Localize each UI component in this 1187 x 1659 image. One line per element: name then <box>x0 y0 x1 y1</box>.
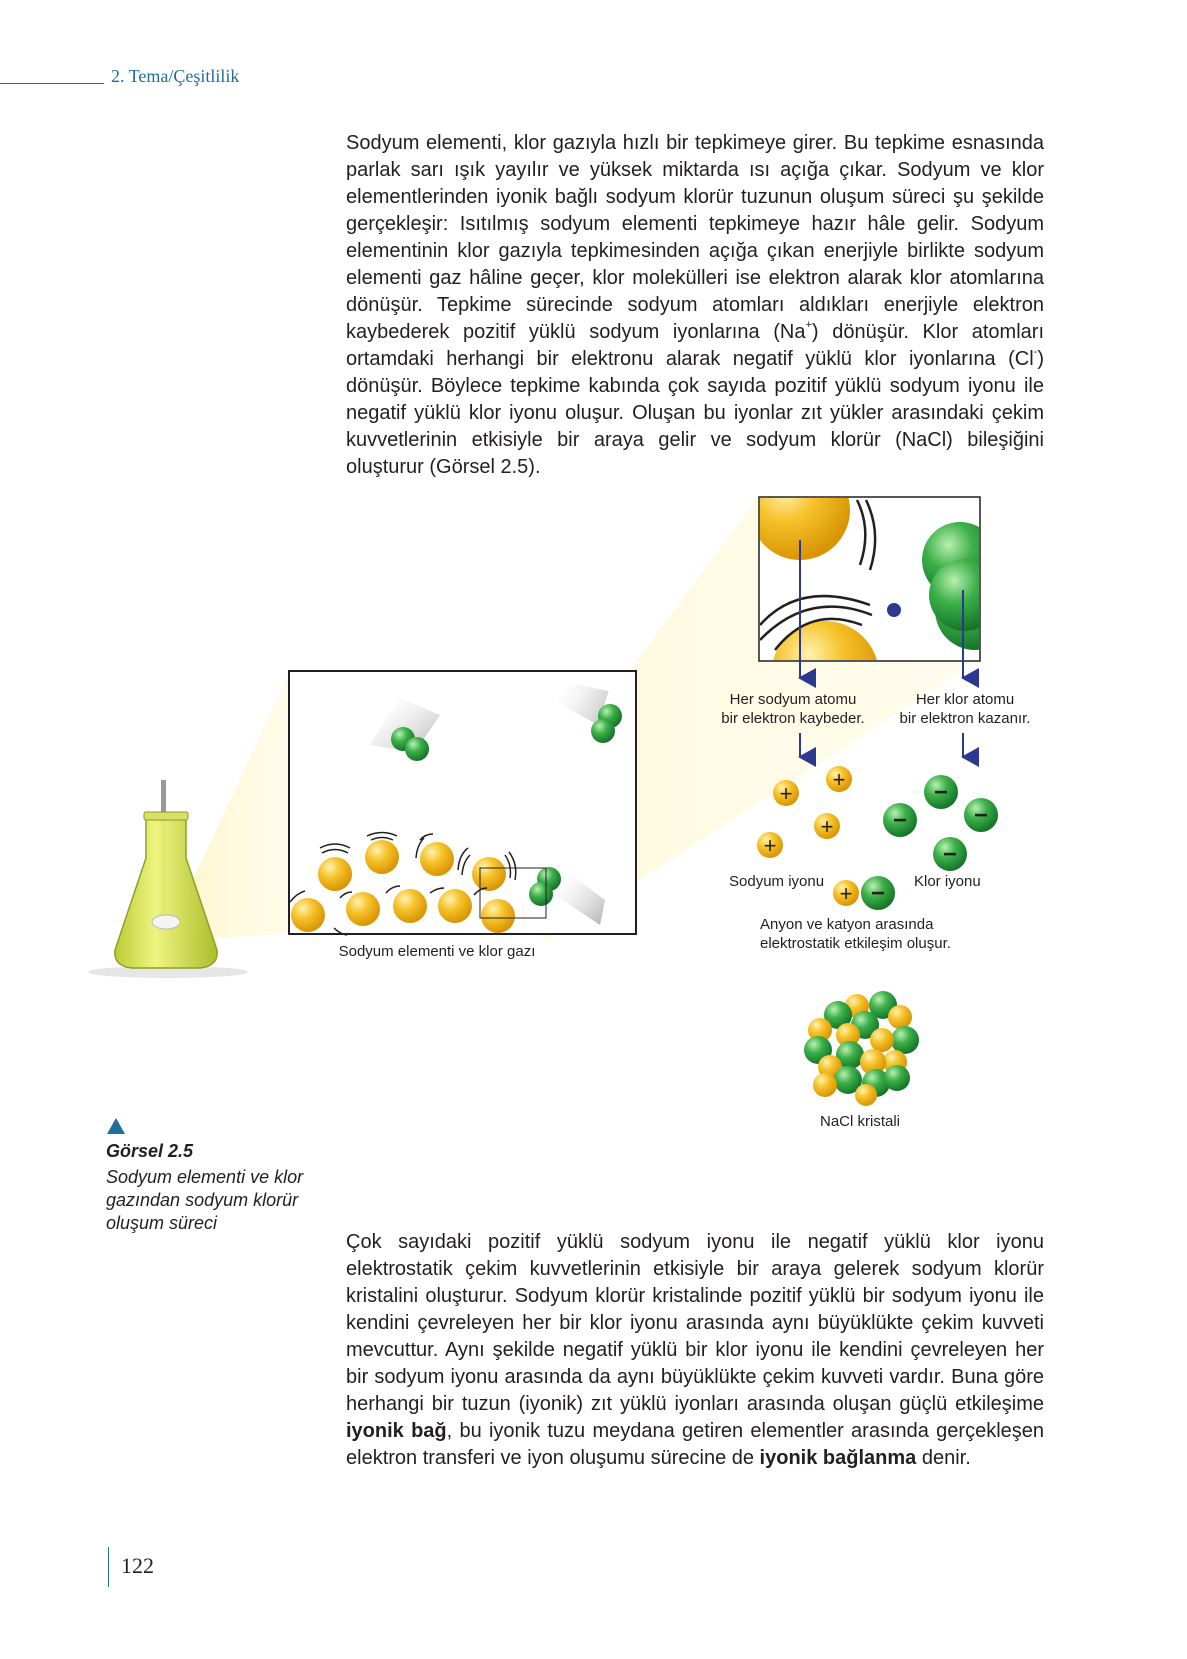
sodium-atom-label-1: Her sodyum atomu <box>729 691 857 708</box>
chlorine-ion-label: Klor iyonu <box>914 873 981 890</box>
svg-text:−: − <box>973 802 989 829</box>
caption-body: Sodyum elementi ve klor gazından sodyum klorür oluşum süreci <box>106 1167 304 1233</box>
crystal-label: NaCl kristali <box>819 1113 901 1130</box>
closing-paragraph: Çok sayıdaki pozitif yüklü sodyum iyonu ile negatif yüklü klor iyonu elektrostatik çekim kuvvetlerinin etkisiyle bir araya gelerek sodyum klorür kristalini oluşturur. Sodyum klorür kristalinde pozitif yüklü bir sodyum iyonu ile kendini çevreleyen her bir klor iyonu arasında aynı büyüklükte çekim kuvveti mevcuttur. Aynı şekilde negatif yüklü bir klor iyonu ile kendini çevreleyen her bir sodyum iyonu arasında da aynı büyüklükte çekim kuvveti vardır. Buna göre herhangi bir tuzun (iyonik) zıt yüklü iyonları arasında oluşan güçlü etkileşime iyonik bağ, bu iyonik tuzu meydana getiren elementler arasında gerçekleşen elektron transferi ve iyon oluşumu sürecine de iyonik bağlanma denir. <box>346 1231 1045 1469</box>
page-number: 122 <box>121 1553 154 1578</box>
chlorine-atom-label-2: bir elektron kazanır. <box>899 710 1031 727</box>
ion-pair <box>833 876 895 910</box>
sodium-atom-label-2: bir elektron kaybeder. <box>721 710 865 727</box>
svg-text:−: − <box>870 880 886 907</box>
caption-triangle-icon <box>107 1118 125 1134</box>
intro-paragraph: Sodyum elementi, klor gazıyla hızlı bir tepkimeye girer. Bu tepkime esnasında parlak sarı ışık yayılır ve yüksek miktarda ısı açığa çıkar. Sodyum ve klor elementlerinden iyonik bağlı sodyum klorür tuzunun oluşum süreci şu şekilde gerçekleşir: Isıtılmış sodyum elementi tepkimeye hazır hâle gelir. Sodyum elementinin klor gazıyla tepkimesinden açığa çıkan enerjiyle birlikte sodyum elementi gaz hâline geçer, klor molekülleri ise elektron alarak klor atomlarına dönüşür. Tepkime sürecinde sodyum atomları aldıkları enerjiyle elektron kaybederek pozitif yüklü sodyum iyonlarına (Na+) dönüşür. Klor atomları ortamdaki herhangi bir elektronu alarak negatif yüklü klor iyonlarına (Cl-) dönüşür. Böylece tepkime kabında çok sayıda pozitif yüklü sodyum iyonu ile negatif yüklü klor iyonu oluşur. Oluşan bu iyonlar zıt yükler arasındaki çekim kuvvetlerinin etkisiyle bir araya gelir ve sodyum klorür (NaCl) bileşiğini oluşturur (Görsel 2.5). <box>346 132 1044 478</box>
interaction-label-2: elektrostatik etkileşim oluşur. <box>760 935 951 952</box>
nacl-crystal <box>804 991 919 1106</box>
interaction-label-1: Anyon ve katyon arasında <box>760 916 934 933</box>
sodium-ion-label: Sodyum iyonu <box>729 873 825 890</box>
svg-text:−: − <box>942 841 958 868</box>
svg-text:−: − <box>892 807 908 834</box>
section-header: 2. Tema/Çeşitlilik <box>111 66 240 86</box>
chlorine-atom-label-1: Her klor atomu <box>915 691 1015 708</box>
svg-text:+: + <box>832 767 846 792</box>
reaction-box-label: Sodyum elementi ve klor gazı <box>338 943 536 960</box>
svg-text:+: + <box>779 781 793 806</box>
svg-text:+: + <box>763 833 777 858</box>
page-number-rule <box>108 1547 109 1587</box>
svg-text:+: + <box>839 881 853 906</box>
reaction-box <box>289 671 636 935</box>
chlorine-ions <box>883 775 998 871</box>
caption-title: Görsel 2.5 <box>106 1141 194 1161</box>
svg-text:+: + <box>820 814 834 839</box>
svg-text:−: − <box>933 779 949 806</box>
